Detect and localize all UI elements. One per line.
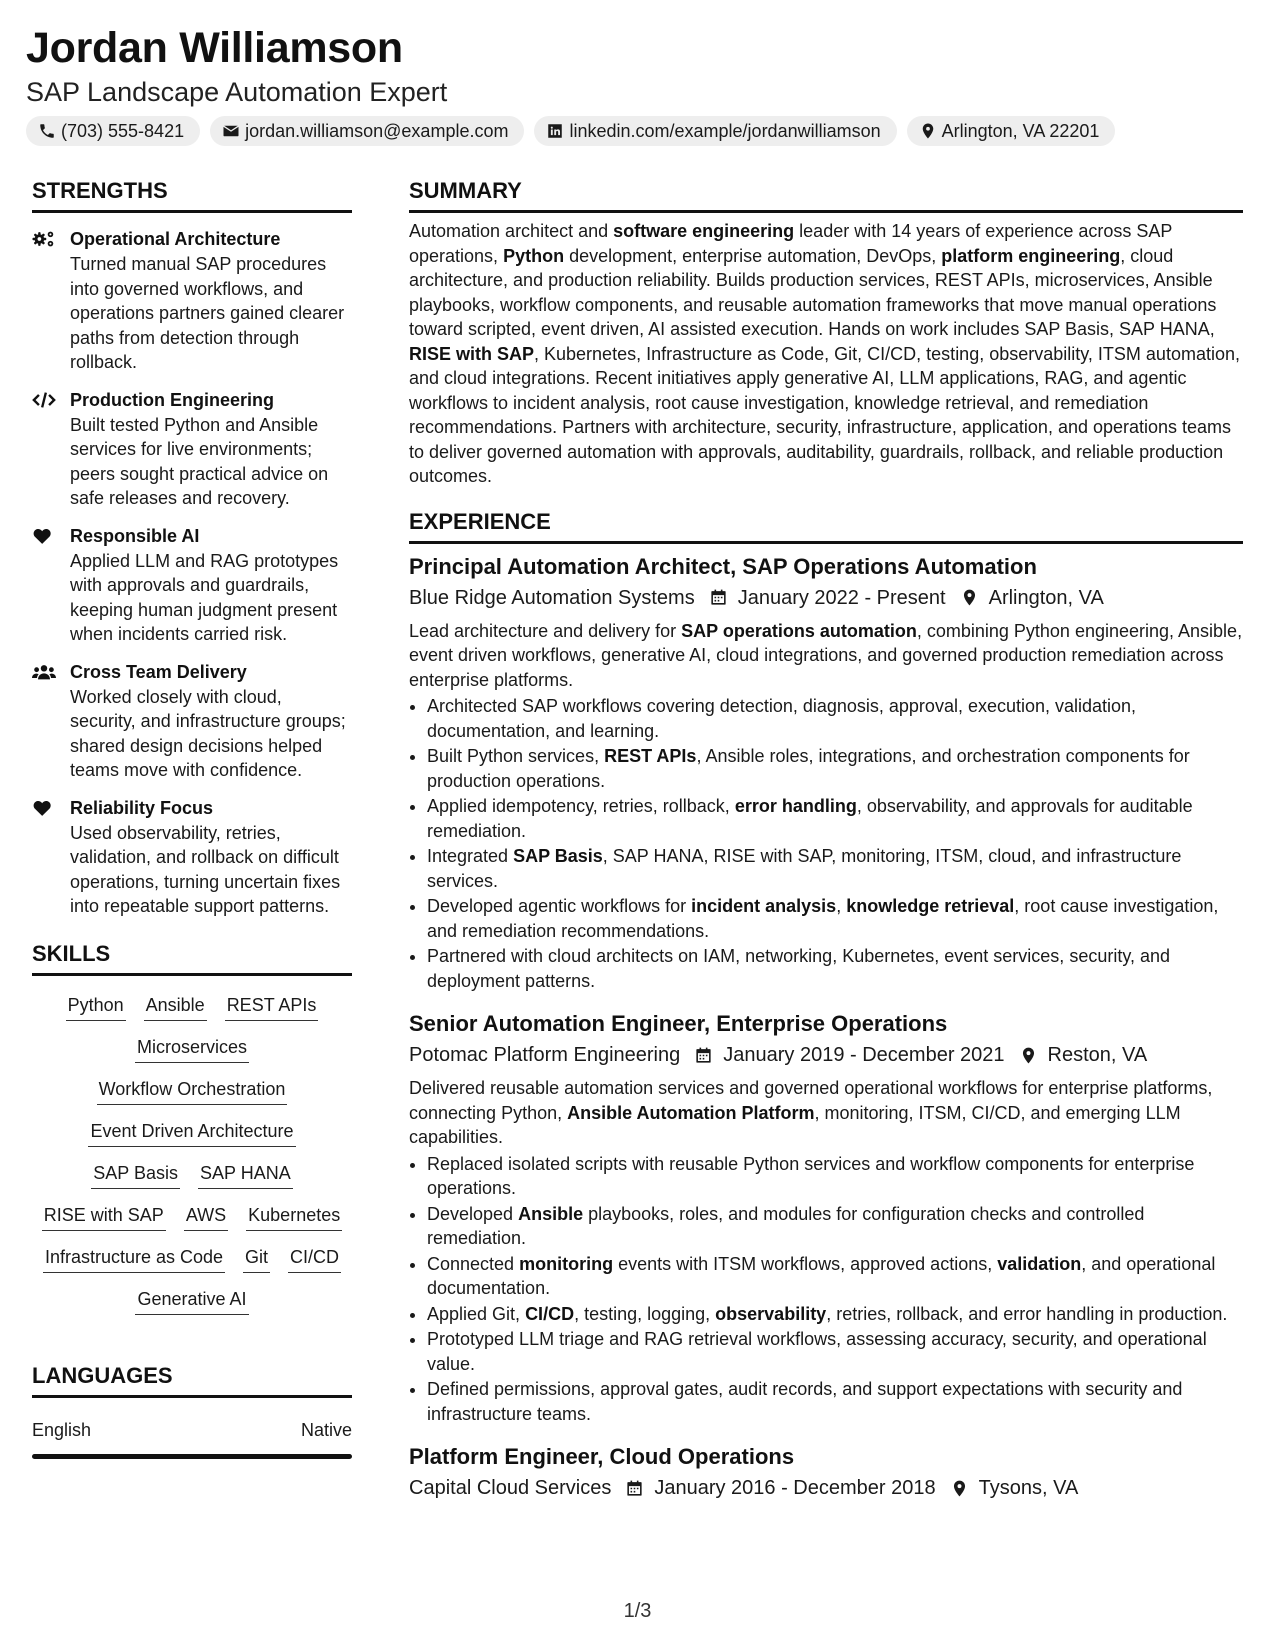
- experience-heading: EXPERIENCE: [409, 508, 551, 534]
- linkedin-icon: [546, 122, 564, 140]
- job-bullet: • Partnered with cloud architects on IAM, networking, Kubernetes, event services, security, and deployment patterns.: [427, 944, 1243, 993]
- map-pin-icon: [1019, 1046, 1038, 1065]
- section-divider: [32, 1395, 352, 1398]
- strength-title: Operational Architecture: [70, 229, 281, 249]
- skills-row: [36, 1286, 348, 1315]
- resume-header: [26, 22, 1256, 146]
- cogs-icon: [32, 227, 70, 375]
- strength-desc: Turned manual SAP procedures into governed workflows, and operations partners gained clearer paths from detection through rollback.: [70, 254, 345, 372]
- job-title: Principal Automation Architect, SAP Operations Automation: [409, 553, 1037, 579]
- strength-title: Production Engineering: [70, 389, 275, 410]
- job-company: Capital Cloud Services: [409, 1477, 612, 1499]
- strength-desc: Applied LLM and RAG prototypes with approvals and guardrails, keeping human judgment present when incidents carried risk.: [70, 550, 339, 644]
- job-title: Platform Engineer, Cloud Operations: [409, 1444, 795, 1469]
- strength-desc: Used observability, retries, validation, and rollback on difficult operations, turning uncertain fixes into repeatable support patterns.: [70, 822, 341, 916]
- calendar-icon: [625, 1479, 644, 1498]
- left-column: [32, 176, 352, 1459]
- section-divider: [32, 210, 352, 213]
- job-company: Potomac Platform Engineering: [409, 1044, 681, 1066]
- skills-heading: SKILLS: [32, 940, 111, 966]
- strength-desc: Built tested Python and Ansible services for live environments; peers sought practical advice on safe releases and recovery.: [70, 414, 329, 508]
- skill-tag: Infrastructure as Code: [43, 1244, 225, 1273]
- job-bullet: • Architected SAP workflows covering detection, diagnosis, approval, execution, validation, documentation, and learning.: [427, 694, 1243, 743]
- skill-tag: Python: [66, 992, 126, 1021]
- job-location: Arlington, VA: [988, 586, 1104, 609]
- strengths-heading: STRENGTHS: [32, 178, 168, 203]
- job-bullet: • Integrated SAP Basis, SAP HANA, RISE with SAP, monitoring, ITSM, cloud, and infrastructure services.: [427, 844, 1243, 893]
- contact-location: [907, 116, 1116, 146]
- strength-item: [32, 796, 352, 919]
- calendar-icon: [694, 1046, 713, 1065]
- language-proficiency-bar: [32, 1454, 352, 1459]
- job-entry: [409, 552, 1243, 994]
- job-meta: [409, 1040, 1243, 1070]
- job-title: Senior Automation Engineer, Enterprise Operations: [409, 1011, 948, 1036]
- job-dates: January 2019 - December 2021: [723, 1044, 1005, 1066]
- skill-tag: Kubernetes: [246, 1202, 342, 1231]
- skills-row: [36, 1076, 348, 1105]
- heart-icon: [32, 796, 70, 919]
- job-description: Lead architecture and delivery for SAP operations automation, combining Python engineering, Ansible, event driven workflows, generative AI, cloud integrations, and governed production remediation across enterprise platforms.: [409, 620, 1243, 690]
- job-description: Delivered reusable automation services and governed operational workflows for enterprise platforms, connecting Python, Ansible Automation Platform, monitoring, ITSM, CI/CD, and emerging LLM capabilities.: [409, 1078, 1213, 1147]
- skill-tag: RISE with SAP: [42, 1202, 166, 1231]
- strength-title: Cross Team Delivery: [70, 661, 247, 682]
- skill-tag: SAP Basis: [91, 1160, 180, 1189]
- map-pin-icon: [950, 1479, 969, 1498]
- job-meta: [409, 583, 1243, 613]
- job-entry: [409, 1442, 1243, 1503]
- email-text: jordan.williamson@example.com: [245, 120, 509, 141]
- skill-tag: SAP HANA: [198, 1160, 293, 1189]
- languages-heading: LANGUAGES: [32, 1362, 173, 1388]
- job-dates: January 2022 - Present: [737, 586, 946, 609]
- linkedin-text: linkedin.com/example/jordanwilliamson: [569, 120, 881, 141]
- contact-bar: [26, 116, 1256, 146]
- job-bullets: [409, 1152, 1243, 1427]
- location-text: Arlington, VA 22201: [941, 120, 1100, 141]
- job-meta: [409, 1473, 1243, 1503]
- contact-linkedin[interactable]: [534, 116, 896, 146]
- job-bullets: [409, 694, 1243, 993]
- section-divider: [409, 541, 1243, 544]
- section-divider: [409, 210, 1243, 213]
- job-bullet: • Replaced isolated scripts with reusable Python services and workflow components for enterprise operations.: [427, 1152, 1243, 1201]
- page-number: 1/3: [623, 1600, 652, 1622]
- users-icon: [32, 660, 70, 783]
- skills-row: [36, 992, 348, 1021]
- job-company: Blue Ridge Automation Systems: [409, 586, 695, 609]
- job-bullet: • Applied Git, CI/CD, testing, logging, observability, retries, rollback, and error handling in production.: [427, 1302, 1243, 1327]
- code-icon: [32, 388, 70, 511]
- job-bullet: • Applied idempotency, retries, rollback, error handling, observability, and approvals for auditable remediation.: [427, 794, 1243, 843]
- heart-icon: [32, 524, 70, 647]
- job-entry: [409, 1009, 1243, 1426]
- candidate-title: SAP Landscape Automation Expert: [26, 77, 448, 107]
- strength-item: [32, 524, 352, 647]
- job-location: Tysons, VA: [978, 1477, 1079, 1499]
- skills-row: [36, 1160, 348, 1189]
- language-level: Native: [300, 1419, 352, 1440]
- right-column: [409, 176, 1243, 1503]
- job-bullet: • Built Python services, REST APIs, Ansible roles, integrations, and orchestration components for production operations.: [427, 744, 1243, 793]
- skill-tag: Microservices: [135, 1034, 249, 1063]
- skill-tag: Ansible: [144, 992, 207, 1021]
- strength-title: Responsible AI: [70, 525, 200, 546]
- skill-tag: Git: [243, 1244, 270, 1273]
- calendar-icon: [709, 588, 728, 607]
- strength-item: [32, 227, 352, 375]
- section-divider: [32, 973, 352, 976]
- job-bullet: • Developed agentic workflows for incident analysis, knowledge retrieval, root cause investigation, and remediation recommendations.: [427, 894, 1243, 943]
- job-bullet: • Defined permissions, approval gates, audit records, and support expectations with security and infrastructure teams.: [427, 1377, 1243, 1426]
- contact-phone[interactable]: [26, 116, 200, 146]
- language-name: English: [32, 1419, 92, 1440]
- skills-list: [32, 992, 352, 1315]
- skills-row: [36, 1034, 348, 1063]
- contact-email[interactable]: [210, 116, 524, 146]
- job-location: Reston, VA: [1047, 1044, 1148, 1066]
- job-dates: January 2016 - December 2018: [654, 1477, 936, 1499]
- jobs-list: [409, 552, 1243, 1504]
- skill-tag: Generative AI: [135, 1286, 248, 1315]
- skill-tag: Event Driven Architecture: [88, 1118, 295, 1147]
- envelope-icon: [222, 122, 240, 140]
- job-bullet: • Connected monitoring events with ITSM workflows, approved actions, validation, and operational documentation.: [427, 1252, 1243, 1301]
- strengths-list: [32, 227, 352, 919]
- skills-row: [36, 1118, 348, 1147]
- candidate-name: Jordan Williamson: [26, 24, 403, 72]
- strength-title: Reliability Focus: [70, 797, 214, 818]
- phone-icon: [38, 122, 56, 140]
- phone-text: (703) 555-8421: [61, 120, 185, 141]
- summary-text: Automation architect and software engineering leader with 14 years of experience across SAP operations, Python development, enterprise automation, DevOps, platform engineering, cloud architecture, and production reliability. Builds production services, REST APIs, microservices, Ansible playbooks, workflow components, and reusable automation frameworks that move manual operations toward scripted, event driven, AI assisted execution. Hands on work includes SAP Basis, SAP HANA, RISE with SAP, Kubernetes, Infrastructure as Code, Git, CI/CD, testing, observability, ITSM automation, and cloud integrations. Recent initiatives apply generative AI, LLM applications, RAG, and agentic workflows to incident analysis, root cause investigation, knowledge retrieval, and remediation recommendations. Partners with architecture, security, infrastructure, application, and operations teams to deliver governed automation with approvals, auditability, guardrails, rollback, and reliable production outcomes.: [409, 221, 1240, 486]
- language-item: [32, 1418, 352, 1459]
- job-bullet: • Prototyped LLM triage and RAG retrieval workflows, assessing accuracy, security, and operational value.: [427, 1327, 1243, 1376]
- strength-desc: Worked closely with cloud, security, and infrastructure groups; shared design decisions helped teams move with confidence.: [70, 686, 346, 780]
- skill-tag: AWS: [184, 1202, 228, 1231]
- summary-heading: SUMMARY: [409, 178, 522, 203]
- map-pin-icon: [919, 122, 937, 140]
- job-bullet: • Developed Ansible playbooks, roles, and modules for configuration checks and controlled remediation.: [427, 1202, 1243, 1251]
- strength-item: [32, 660, 352, 783]
- skills-row: [36, 1244, 348, 1273]
- skill-tag: REST APIs: [225, 992, 319, 1021]
- skill-tag: Workflow Orchestration: [97, 1076, 288, 1105]
- skill-tag: CI/CD: [288, 1244, 341, 1273]
- strength-item: [32, 388, 352, 511]
- skills-row: [36, 1202, 348, 1231]
- map-pin-icon: [960, 588, 979, 607]
- languages-list: [32, 1418, 352, 1459]
